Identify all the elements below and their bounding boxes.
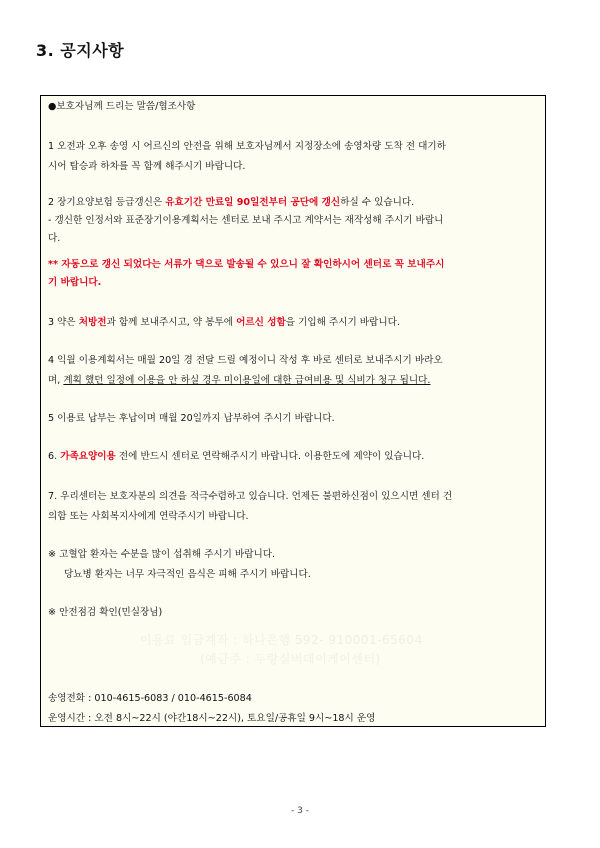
item4-underlined: 계획 했던 일정에 이용을 안 하실 경우 미이용일에 대한 급여비용 및 식비가 청구 됩니다. <box>63 375 431 386</box>
note-safety-check: ※ 안전점검 확인(민실장님) <box>48 607 163 618</box>
note-hypertension: ※ 고혈압 환자는 수분을 많이 섭취해 주시기 바랍니다. <box>48 549 276 560</box>
item6-line <box>48 450 424 463</box>
watermark-account: 이용료 입금계좌 : 하나은행 592- 910001-65604 <box>140 633 423 647</box>
notice-intro: ●보호자님께 드리는 말씀/협조사항 <box>48 101 196 112</box>
item3-p1: 3 약은 <box>48 317 79 328</box>
item6-suffix: 전에 반드시 센터로 연락해주시기 바랍니다. 이용한도에 제약이 있습니다. <box>115 451 425 462</box>
item2-suffix: 하실 수 있습니다. <box>340 197 415 208</box>
item2-line3: 다. <box>48 233 61 244</box>
item3-prescription: 처방전 <box>78 317 107 328</box>
item2-highlight: 유효기간 만료일 90일전부터 공단에 갱신 <box>165 197 341 208</box>
item1-line2: 시어 탑승과 하차를 꼭 함께 해주시기 바랍니다. <box>48 161 246 172</box>
item3-p3: 을 기입해 주시기 바랍니다. <box>285 317 400 328</box>
item3-line <box>48 316 400 329</box>
item2-line2: - 갱신한 인정서와 표준장기이용계획서는 센터로 보내 주시고 계약서는 재작성해 주시기 바랍니 <box>48 215 444 226</box>
item4-prefix: 며, <box>48 375 64 386</box>
item4-line2 <box>48 374 430 387</box>
item3-name: 어르신 성함 <box>236 317 286 328</box>
item5-line: 5 이용료 납부는 후납이며 매월 20일까지 납부하여 주시기 바랍니다. <box>48 413 335 424</box>
item6-prefix: 6. <box>48 451 61 462</box>
section-title: 3. 공지사항 <box>36 41 125 60</box>
item2-line1 <box>48 196 414 209</box>
item6-highlight: 가족요양이용 <box>60 451 116 462</box>
item3-p2: 과 함께 보내주시고, 약 봉투에 <box>106 317 237 328</box>
watermark-holder: (예금주 : 두랑실버데이케어센터) <box>200 652 381 666</box>
item1-line1: 1 오전과 오후 송영 시 어르신의 안전을 위해 보호자님께서 지정장소에 송영차량 도착 전 대기하 <box>48 141 446 152</box>
item4-line1: 4 익월 이용계획서는 매월 20일 경 전달 드릴 예정이니 작성 후 바로 센터로 보내주시기 바라오 <box>48 355 443 366</box>
page-number: - 3 - <box>291 806 309 816</box>
contact-phones: 송영전화 : 010-4615-6083 / 010-4615-6084 <box>48 693 252 704</box>
operating-hours: 운영시간 : 오전 8시~22시 (야간18시~22시), 토요일/공휴일 9시~18시 운영 <box>48 713 376 724</box>
item2-warning-line2: 기 바랍니다. <box>48 277 102 288</box>
item2-prefix: 2 장기요양보험 등급갱신은 <box>48 197 166 208</box>
item2-warning-line1: ** 자동으로 갱신 되었다는 서류가 댁으로 발송될 수 있으니 잘 확인하시어 센터로 꼭 보내주시 <box>48 259 445 270</box>
item7-line1: 7. 우리센터는 보호자분의 의견을 적극수렴하고 있습니다. 언제든 불편하신점이 있으시면 센터 건 <box>48 491 453 502</box>
note-diabetes: 당뇨병 환자는 너무 자극적인 음식은 피해 주시기 바랍니다. <box>64 569 311 580</box>
item7-line2: 의함 또는 사회복지사에게 연락주시기 바랍니다. <box>48 511 249 522</box>
